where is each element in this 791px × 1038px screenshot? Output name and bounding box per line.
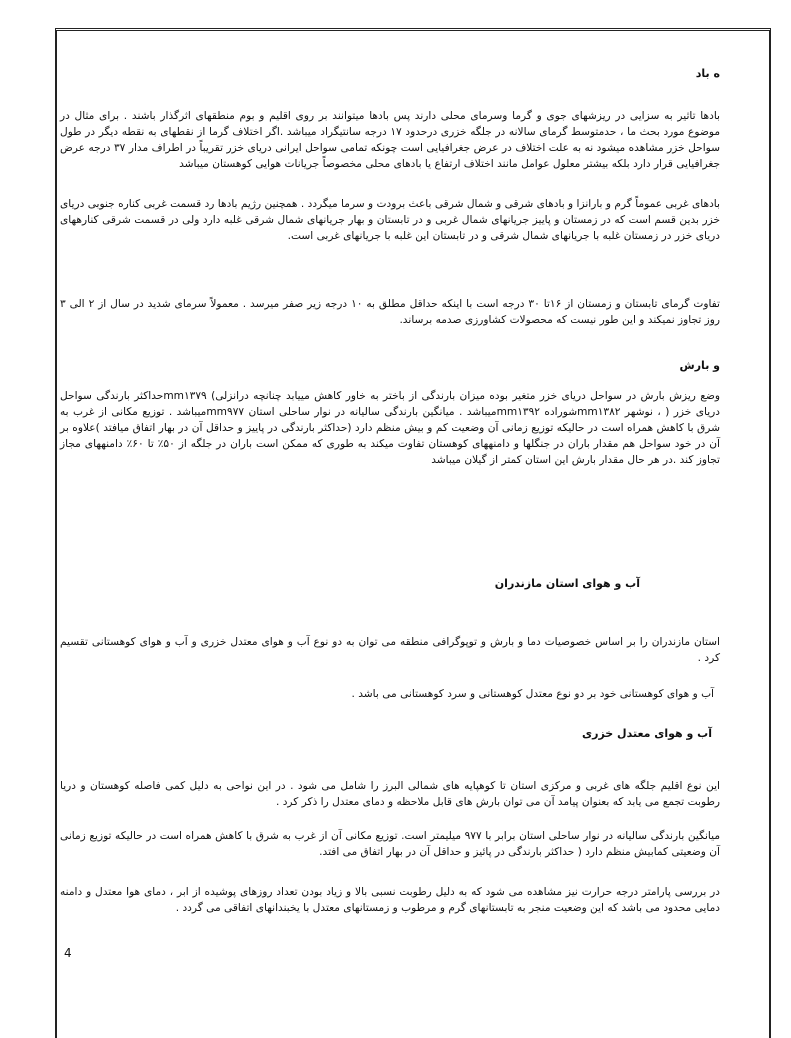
section-heading-climate: آب و هوای استان مازندران [494, 577, 640, 590]
section-heading-wind: ه باد [695, 67, 720, 80]
paragraph-wind-1: بادها تاثیر به سزایی در ریزشهای جوی و گرما وسرمای محلی دارند پس بادها میتوانند بر روی اقلیم و بوم منطقهای اثرگذار باشند . برای مثال در موضوع مورد بحث ما ، حدمتوسط گرمای سالانه در جلگه خزری درحدود ۱۷ درجه سانتیگراد میباشد .اگر اختلاف گرما از نقطهای به نقطه دیگر در طول سواحل خزر مشاهده میشود نه به علت اختلاف در عرض جغرافیایی است چونکه تمامی سواحل ایرانی دریای خزر تقریباً در اطراف مدار ۳۷ درجه عرض جغرافیایی قرار دارد بلکه بیشتر معلول عوامل مانند اختلاف ارتفاع یا بادهای محلی مخصوصاً جریانات هوایی کوهستان میباشد [60, 110, 720, 170]
paragraph-caspian-1: این نوع اقلیم جلگه های غربی و مرکزی استان تا کوهپایه های شمالی البرز را شامل می شود . در این نواحی به دلیل کمی فاصله کوهستان و دریا رطوبت تجمع می یابد که بعنوان پیامد آن می توان بارش های قابل ملاحظه و دمای معتدل را ذکر کرد . [60, 780, 720, 808]
page-number: 4 [64, 946, 72, 960]
section-heading-rain: و بارش [679, 359, 720, 372]
paragraph-climate-2: آب و هوای کوهستانی خود بر دو نوع معتدل کوهستانی و سرد کوهستانی می باشد . [351, 688, 714, 700]
paragraph-wind-2: بادهای غربی عموماً گرم و بارانزا و بادهای شرقی و شمال شرقی باعث برودت و سرما میگردد . همچنین رژیم بادها رد قسمت غربی کناره جنوبی دریای خزر بدین قسم است که در زمستان و پاییز جریانهای شمال غربی و در تابستان و بهار جریانهای شمال شرقی غلبه دارد ولی در قسمت شرقی کنارههای دریای خزر در زمستان غلبه با جریانهای شمال شرقی و در تابستان این غلبه با جریانهای غربی است. [60, 198, 720, 242]
paragraph-caspian-3: در بررسی پارامتر درجه حرارت نیز مشاهده می شود که به دلیل رطوبت نسبی بالا و زیاد بودن تعداد روزهای پوشیده از ابر ، دمای هوا معتدل و دامنه دمایی محدود می باشد که این وضعیت منجر به تابستانهای گرم و مرطوب و زمستانهای معتدل با یخبندانهای اتفاقی می گردد . [60, 886, 720, 914]
paragraph-rain-1: وضع ریزش بارش در سواحل دریای خزر متغیر بوده میزان بارندگی از باختر به خاور کاهش مییابد چنانچه درانزلی) mm۱۳۷۹حداکثر بارندگی سواحل دریای خزر ( ، نوشهر mm۱۳۸۲شوراده mm۱۳۹۲میباشد . میانگین بارندگی سالیانه در نوار ساحلی استان mm۹۷۷میباشد . توزیع مکانی از غرب به شرق با کاهش همراه است در حالیکه توزیع زمانی آن وضعیت کم و بیش منظم دارد (حداکثر بارندگی در پاییز و حداقل آن در بهار اتفاق میافتد )علاوه بر آن در خود سواحل هم مقدار باران در جنگلها و دامنههای کوهستان تفاوت میکند به طوری که ممکن است باران در جلگه از ۵۰٪ تا ۶۰٪ دامنههای مجاز تجاوز کند .در هر حال مقدار بارش این استان کمتر از گیلان میباشد [60, 390, 721, 466]
section-heading-caspian: آب و هوای معتدل خزری [582, 727, 712, 740]
paragraph-caspian-2: میانگین بارندگی سالیانه در نوار ساحلی استان برابر با ۹۷۷ میلیمتر است. توزیع مکانی آن از غرب به شرق با کاهش همراه است در حالیکه توزیع زمانی آن وضعیتی کمابیش منظم دارد ( حداکثر بارندگی در پائیز و حداقل آن در بهار اتفاق می افتد. [60, 830, 720, 858]
paragraph-climate-1: استان مازندران را بر اساس خصوصیات دما و بارش و توپوگرافی منطقه می توان به دو نوع آب و هوای معتدل خزری و آب و هوای کوهستانی تقسیم کرد . [60, 636, 720, 664]
paragraph-wind-3: تفاوت گرمای تابستان و زمستان از ۱۶تا ۳۰ درجه است با اینکه حداقل مطلق به ۱۰ درجه زیر صفر میرسد . معمولاً سرمای شدید در سال از ۲ الی ۳ روز تجاوز نمیکند و این طور نیست که محصولات کشاورزی صدمه برساند. [60, 298, 720, 326]
